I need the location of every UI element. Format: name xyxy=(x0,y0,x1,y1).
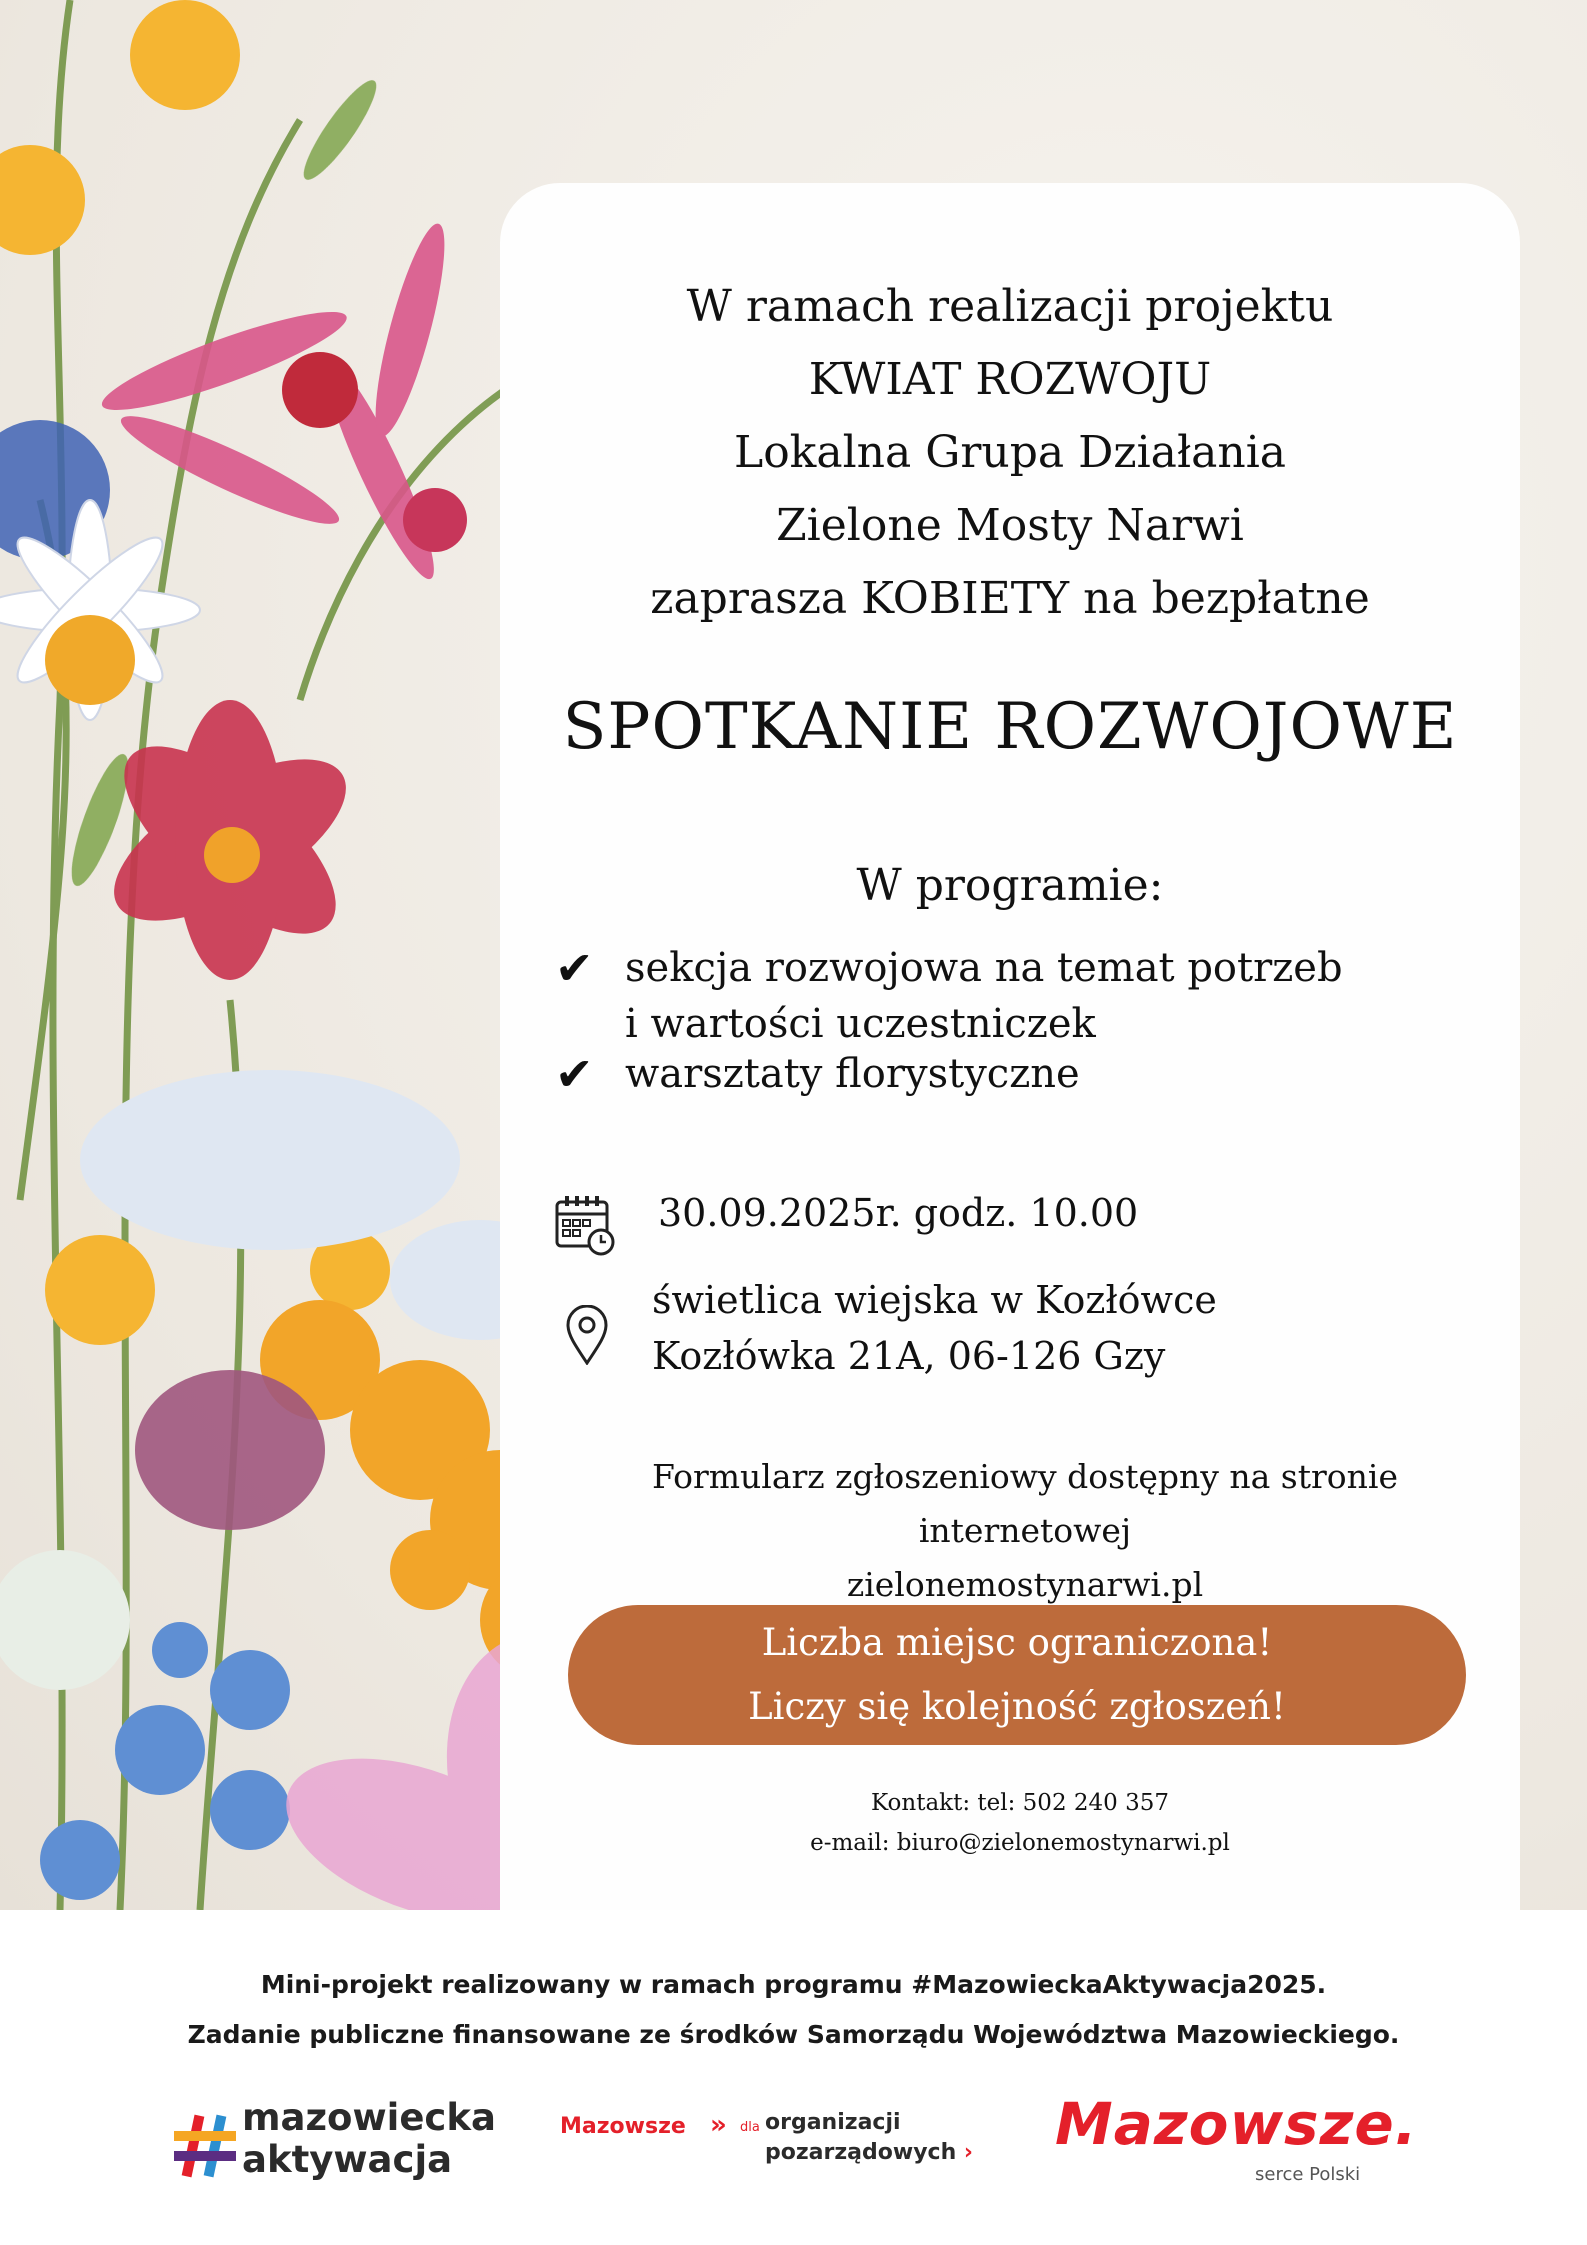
logo-text: dla xyxy=(740,2120,760,2135)
footer-line: Mini-projekt realizowany w ramach programu #MazowieckaAktywacja2025. xyxy=(260,1970,1327,1999)
limited-seats-banner xyxy=(568,1605,1466,1745)
intro-line: W ramach realizacji projektu xyxy=(686,281,1334,332)
list-item xyxy=(555,1046,1343,1102)
chevron-right-icon: » xyxy=(710,2110,727,2140)
venue-address: Kozłówka 21A, 06-126 Gzy xyxy=(652,1334,1166,1378)
list-item-text: sekcja rozwojowa na temat potrzeb xyxy=(625,945,1343,991)
logo-tagline: serce Polski xyxy=(1255,2164,1361,2185)
contact-info xyxy=(700,1783,1340,1863)
logo-text: organizacji xyxy=(765,2110,901,2135)
logo-brand: Mazowsze. xyxy=(1055,2090,1418,2158)
registration-info xyxy=(560,1450,1490,1612)
calendar-icon xyxy=(553,1192,617,1256)
intro-text xyxy=(560,270,1460,635)
registration-url[interactable]: zielonemostynarwi.pl xyxy=(846,1565,1204,1604)
chevron-right-icon: › xyxy=(956,2140,973,2165)
registration-text: Formularz zgłoszeniowy dostępny na stronie internetowej xyxy=(652,1457,1398,1550)
event-location xyxy=(652,1272,1217,1384)
checkmark-icon: ✔ xyxy=(555,941,594,995)
contact-phone: Kontakt: tel: 502 240 357 xyxy=(870,1790,1169,1816)
list-item-text: i wartości uczestniczek xyxy=(625,1001,1096,1047)
hashtag-icon xyxy=(170,2111,240,2181)
mazowsze-serce-polski-logo xyxy=(1055,2090,1435,2200)
contact-email[interactable]: e-mail: biuro@zielonemostynarwi.pl xyxy=(810,1830,1230,1856)
list-item xyxy=(555,940,1343,1052)
list-item-text: warsztaty florystyczne xyxy=(625,1051,1080,1097)
program-list xyxy=(555,940,1343,1102)
footer-line: Zadanie publiczne finansowane ze środków Samorządu Województwa Mazowieckiego. xyxy=(187,2020,1400,2049)
checkmark-icon: ✔ xyxy=(555,1047,594,1101)
project-name: KWIAT ROZWOJU xyxy=(808,354,1212,405)
logo-brand: Mazowsze xyxy=(560,2114,686,2139)
banner-line: Liczy się kolejność zgłoszeń! xyxy=(748,1685,1286,1728)
footer xyxy=(0,1910,1587,2245)
program-title: W programie: xyxy=(856,860,1164,911)
logo-text xyxy=(765,2138,973,2168)
intro-line: zaprasza KOBIETY na bezpłatne xyxy=(650,573,1370,624)
logo-text: pozarządowych xyxy=(765,2140,957,2165)
logo-text: aktywacja xyxy=(242,2138,453,2181)
venue-name: świetlica wiejska w Kozłówce xyxy=(652,1278,1217,1322)
event-datetime: 30.09.2025r. godz. 10.00 xyxy=(658,1191,1139,1235)
event-headline: SPOTKANIE ROZWOJOWE xyxy=(562,690,1458,764)
banner-line: Liczba miejsc ograniczona! xyxy=(761,1621,1273,1664)
location-pin-icon xyxy=(565,1305,609,1365)
logo-text: mazowiecka xyxy=(242,2096,496,2139)
mazowsze-ngo-logo xyxy=(560,2108,1000,2178)
mazowiecka-aktywacja-logo xyxy=(170,2093,510,2193)
intro-line: Lokalna Grupa Działania xyxy=(733,427,1287,478)
organization-name: Zielone Mosty Narwi xyxy=(776,500,1244,551)
